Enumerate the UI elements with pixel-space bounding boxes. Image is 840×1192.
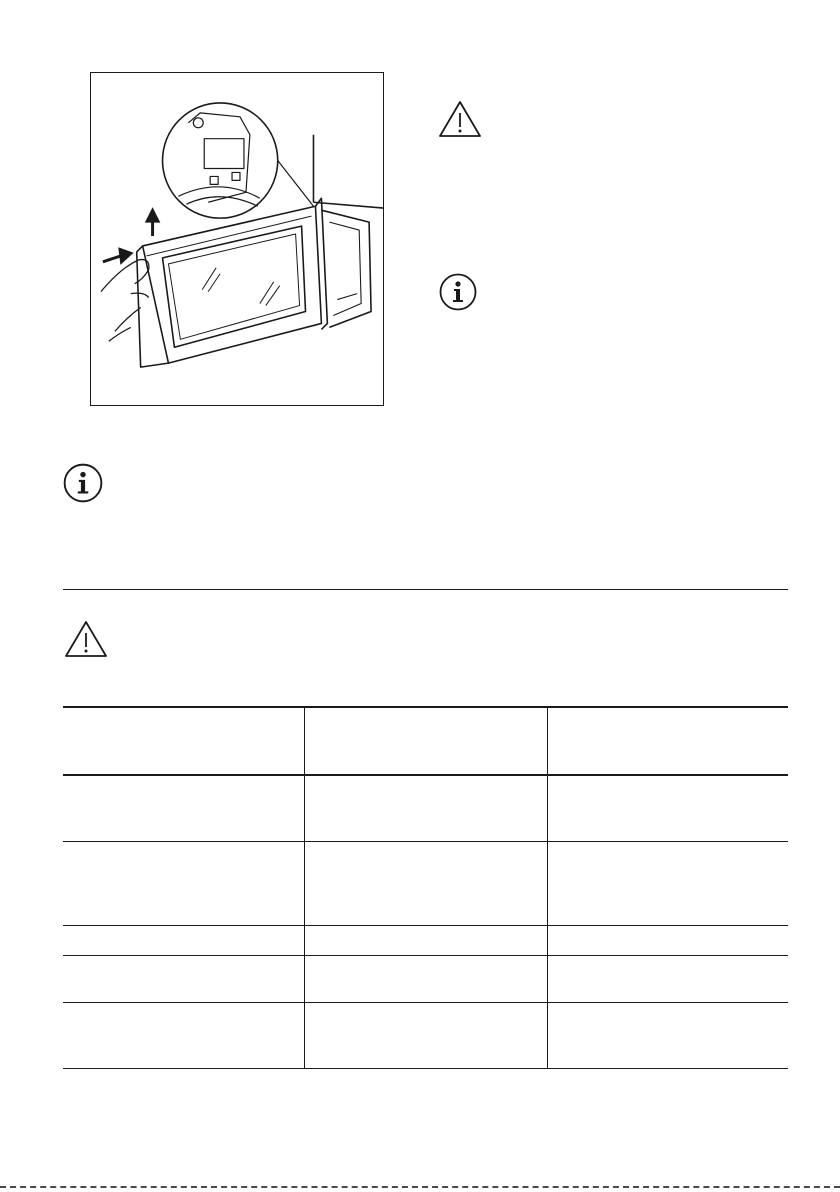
- door-illustration-drawing: [91, 73, 383, 405]
- table-row: [63, 1002, 788, 1068]
- table-row: [63, 841, 788, 925]
- column-header: [63, 707, 304, 775]
- column-header: [304, 707, 547, 775]
- table-row: [63, 955, 788, 1002]
- table-cell: [304, 1002, 547, 1068]
- section-divider: [63, 589, 788, 590]
- table-cell: [304, 841, 547, 925]
- table-cell: [63, 841, 304, 925]
- info-circle-icon: [62, 462, 104, 504]
- warning-triangle-icon: [438, 100, 482, 138]
- table-cell: [63, 1002, 304, 1068]
- warning-triangle-icon: [64, 620, 108, 658]
- table-cell: [547, 955, 788, 1002]
- table-cell: [63, 775, 304, 841]
- table-row: [63, 925, 788, 955]
- table-cell: [547, 925, 788, 955]
- page-bottom-border: [0, 1186, 840, 1188]
- table-cell: [63, 955, 304, 1002]
- table-row: [63, 775, 788, 841]
- table-cell: [304, 925, 547, 955]
- table-header-row: [63, 707, 788, 775]
- table-cell: [547, 1002, 788, 1068]
- info-circle-icon: [438, 272, 478, 312]
- column-header: [547, 707, 788, 775]
- table-cell: [304, 775, 547, 841]
- table-cell: [547, 775, 788, 841]
- troubleshooting-table: [63, 706, 788, 1069]
- table-cell: [63, 925, 304, 955]
- table-cell: [547, 841, 788, 925]
- door-glass-illustration: [90, 72, 384, 406]
- table-cell: [304, 955, 547, 1002]
